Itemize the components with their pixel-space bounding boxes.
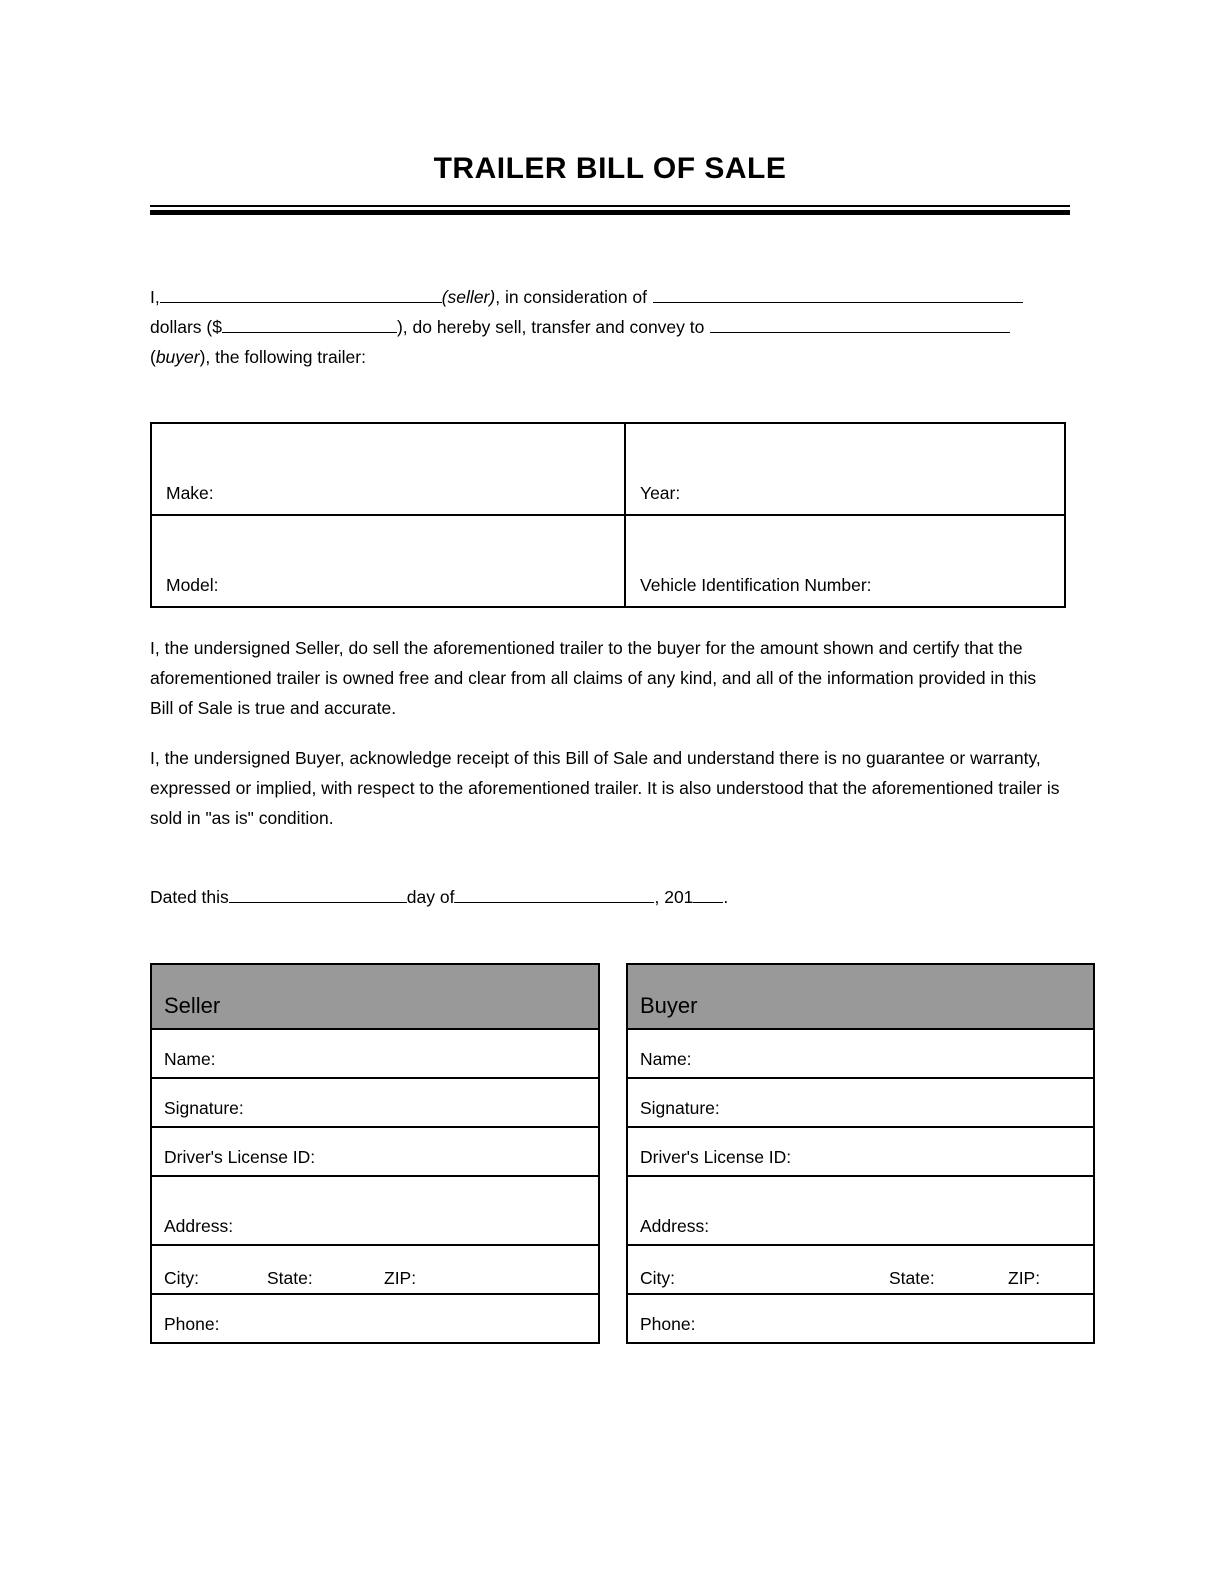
- intro-convey-text: ), do hereby sell, transfer and convey to: [396, 317, 705, 337]
- seller-state-label: State:: [267, 1268, 313, 1288]
- table-row: [151, 964, 599, 1029]
- seller-phone-cell[interactable]: Phone:: [151, 1294, 599, 1343]
- day-of-label: day of: [406, 887, 455, 907]
- table-row: [151, 1127, 599, 1176]
- buyer-city-state-zip-cell[interactable]: [627, 1245, 1094, 1294]
- title-rule-thick: [150, 210, 1070, 215]
- model-cell[interactable]: Model:: [151, 515, 625, 607]
- year-cell[interactable]: Year:: [625, 423, 1065, 515]
- make-cell[interactable]: Make:: [151, 423, 625, 515]
- buyer-name-blank[interactable]: [710, 315, 1010, 333]
- table-row: [151, 1078, 599, 1127]
- dollar-amount-blank[interactable]: [222, 315, 397, 333]
- intro-line-1: [150, 282, 1080, 312]
- buyer-information-table: [626, 963, 1095, 1344]
- table-row: [627, 1176, 1094, 1245]
- seller-table-header: Seller: [151, 964, 599, 1029]
- intro-paren-open: (: [150, 347, 156, 367]
- seller-city-state-zip-row: [164, 1268, 598, 1286]
- dated-day-blank[interactable]: [229, 885, 407, 903]
- seller-name-cell[interactable]: Name:: [151, 1029, 599, 1078]
- seller-word: (seller): [441, 287, 496, 307]
- table-row: [151, 1029, 599, 1078]
- seller-name-blank[interactable]: [160, 285, 442, 303]
- intro-line-3: [150, 342, 1080, 372]
- intro-consideration-text: , in consideration of: [495, 287, 647, 307]
- seller-address-cell[interactable]: Address:: [151, 1176, 599, 1245]
- table-row: [627, 1127, 1094, 1176]
- table-row: [627, 964, 1094, 1029]
- buyer-table-header: Buyer: [627, 964, 1094, 1029]
- intro-i-label: I,: [150, 287, 160, 307]
- table-row: [627, 1029, 1094, 1078]
- intro-paragraph: [150, 282, 1080, 372]
- buyer-phone-cell[interactable]: Phone:: [627, 1294, 1094, 1343]
- buyer-state-label: State:: [889, 1268, 935, 1288]
- buyer-acknowledgement-paragraph: I, the undersigned Buyer, acknowledge receipt of this Bill of Sale and understand there is no guarantee or warranty, expressed or implied, with respect to the aforementioned trailer. It is also understood that the aforementioned trailer is sold in "as is" condition.: [150, 748, 1060, 828]
- seller-zip-label: ZIP:: [384, 1268, 417, 1288]
- buyer-address-cell[interactable]: Address:: [627, 1176, 1094, 1245]
- page-title: TRAILER BILL OF SALE: [433, 152, 787, 185]
- title-rule-group: [150, 205, 1070, 215]
- table-row: [151, 1294, 599, 1343]
- buyer-city-label: City:: [640, 1268, 675, 1288]
- buyer-word: buyer: [155, 347, 200, 367]
- buyer-license-cell[interactable]: Driver's License ID:: [627, 1127, 1094, 1176]
- vin-cell[interactable]: Vehicle Identification Number:: [625, 515, 1065, 607]
- seller-city-label: City:: [164, 1268, 199, 1288]
- dated-line: [150, 883, 728, 911]
- table-row: [627, 1294, 1094, 1343]
- year-prefix-label: , 201: [654, 887, 694, 907]
- dated-month-blank[interactable]: [454, 885, 654, 903]
- dated-period: .: [723, 887, 729, 907]
- table-row: [151, 423, 1065, 515]
- buyer-zip-label: ZIP:: [1008, 1268, 1041, 1288]
- buyer-name-cell[interactable]: Name:: [627, 1029, 1094, 1078]
- intro-line-2: [150, 312, 1080, 342]
- seller-certification-paragraph: I, the undersigned Seller, do sell the aforementioned trailer to the buyer for the amount shown and certify that the aforementioned trailer is owned free and clear from all claims of any kind, and all of the information provided in this Bill of Sale is true and accurate.: [150, 638, 1037, 718]
- table-row: [627, 1245, 1094, 1294]
- table-row: [151, 1176, 599, 1245]
- seller-signature-cell[interactable]: Signature:: [151, 1078, 599, 1127]
- dated-this-label: Dated this: [150, 887, 229, 907]
- vehicle-information-table: [150, 422, 1066, 608]
- table-row: [627, 1078, 1094, 1127]
- seller-license-cell[interactable]: Driver's License ID:: [151, 1127, 599, 1176]
- intro-dollars-label: dollars ($: [150, 317, 222, 337]
- dated-year-blank[interactable]: [693, 885, 723, 903]
- consideration-amount-blank[interactable]: [653, 285, 1023, 303]
- table-row: [151, 1245, 599, 1294]
- intro-following-trailer-text: ), the following trailer:: [199, 347, 366, 367]
- buyer-city-state-zip-row: [640, 1268, 1093, 1286]
- seller-information-table: [150, 963, 600, 1344]
- table-row: [151, 515, 1065, 607]
- buyer-signature-cell[interactable]: Signature:: [627, 1078, 1094, 1127]
- seller-city-state-zip-cell[interactable]: [151, 1245, 599, 1294]
